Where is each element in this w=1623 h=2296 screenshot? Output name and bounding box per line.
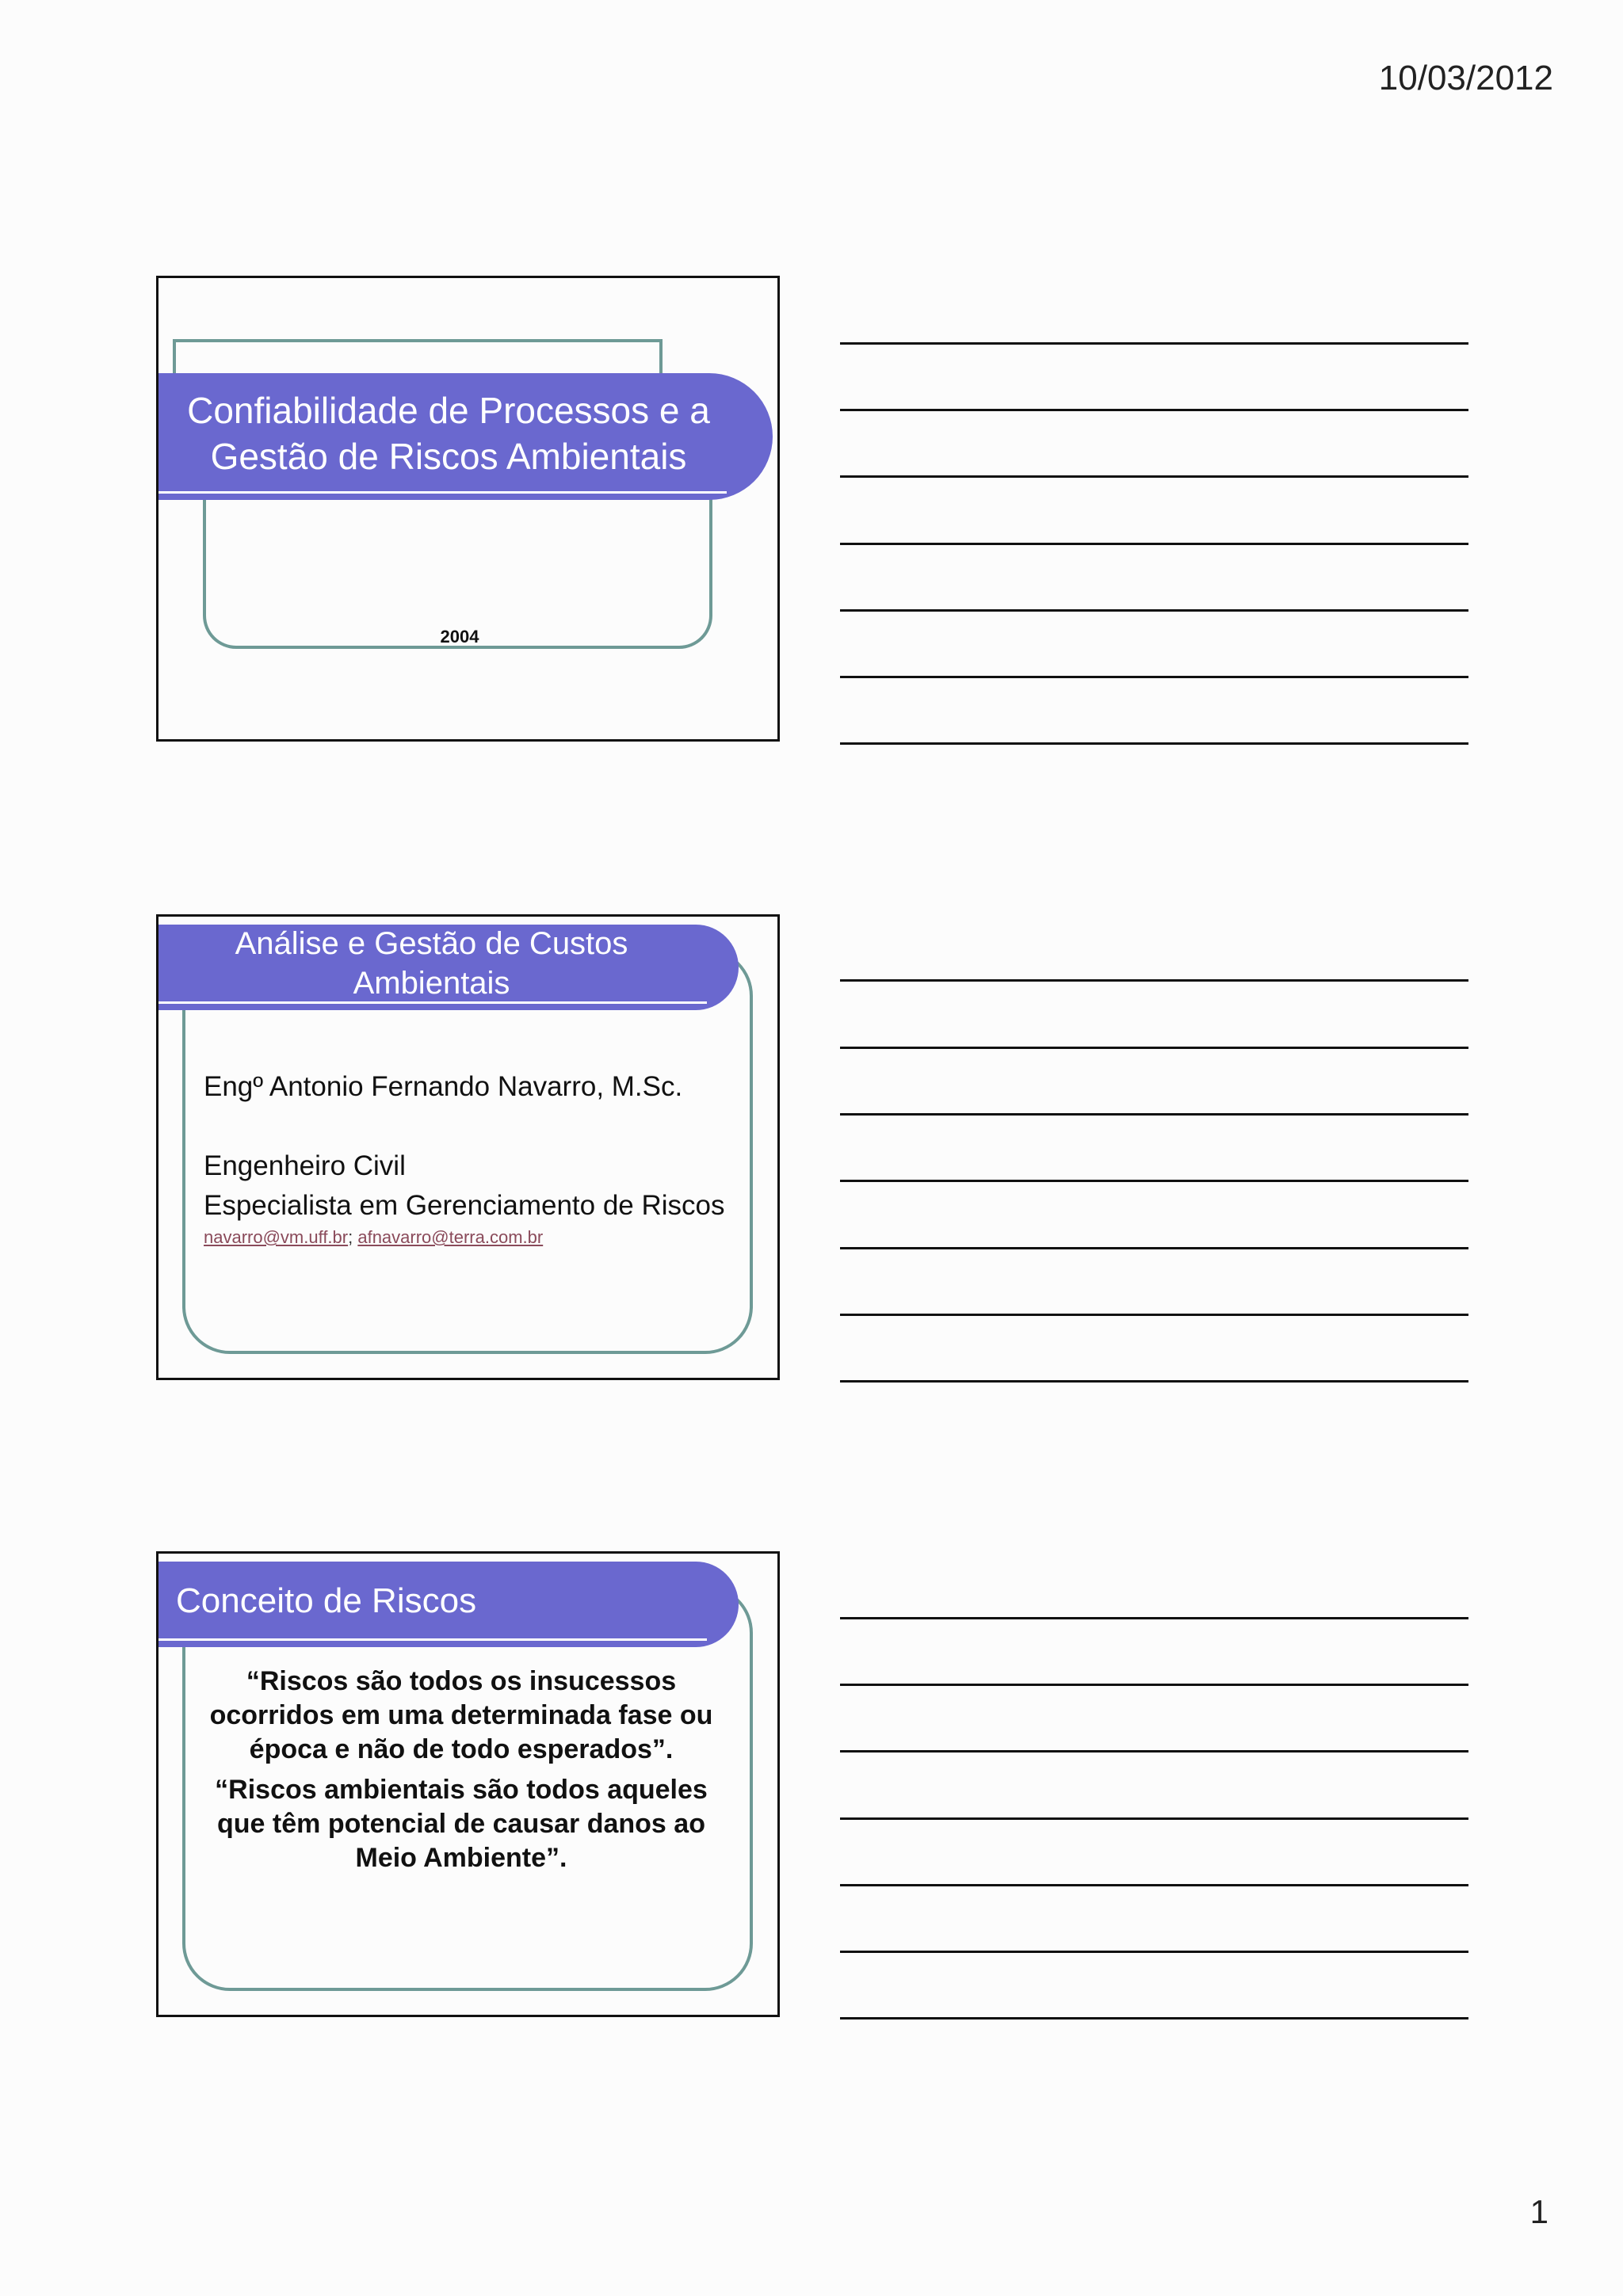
note-line <box>840 1314 1468 1316</box>
note-line <box>840 676 1468 678</box>
slide-title-banner <box>156 373 773 500</box>
note-line <box>840 742 1468 745</box>
author-emails <box>204 1226 725 1249</box>
note-line <box>840 1180 1468 1182</box>
page-number: 1 <box>1529 2193 1549 2230</box>
print-date: 10/03/2012 <box>1378 59 1553 97</box>
note-line <box>840 1817 1468 1820</box>
note-line <box>840 1750 1468 1753</box>
email-separator: ; <box>348 1227 358 1247</box>
slide-2 <box>156 914 780 1380</box>
note-line <box>840 609 1468 612</box>
slide-year: 2004 <box>440 627 479 646</box>
slide-title-banner <box>156 1562 739 1647</box>
note-line <box>840 1617 1468 1619</box>
slide-title-banner <box>156 925 739 1010</box>
slide-title: Confiabilidade de Processos e a Gestão de Riscos Ambientais <box>187 390 710 477</box>
title-underline <box>156 1001 707 1004</box>
slide-body <box>204 1067 725 1249</box>
slide-title: Conceito de Riscos <box>176 1581 477 1620</box>
author-specialty: Especialista em Gerenciamento de Riscos <box>204 1190 725 1221</box>
email-link-1[interactable]: navarro@vm.uff.br <box>204 1227 349 1247</box>
note-line <box>840 2017 1468 2019</box>
author-name: Engº Antonio Fernando Navarro, M.Sc. <box>204 1071 683 1102</box>
note-line <box>840 1047 1468 1049</box>
quote-2: “Riscos ambientais são todos aqueles que têm potencial de causar danos ao Meio Ambiente”. <box>215 1775 708 1873</box>
title-underline <box>156 491 727 494</box>
note-line <box>840 475 1468 478</box>
note-line <box>840 543 1468 545</box>
slide-body <box>204 1665 719 1882</box>
slide-1 <box>156 276 780 742</box>
slide-3 <box>156 1551 780 2017</box>
author-role: Engenheiro Civil <box>204 1150 406 1181</box>
note-line <box>840 1380 1468 1383</box>
title-underline <box>156 1638 707 1641</box>
note-line <box>840 979 1468 982</box>
note-line <box>840 1884 1468 1886</box>
slide-title: Análise e Gestão de Custos Ambientais <box>235 926 628 1001</box>
email-link-2[interactable]: afnavarro@terra.com.br <box>357 1227 544 1247</box>
note-line <box>840 1684 1468 1686</box>
note-line <box>840 1113 1468 1116</box>
quote-1: “Riscos são todos os insucessos ocorridos em uma determinada fase ou época e não de todo esperados”. <box>209 1666 713 1764</box>
note-line <box>840 1951 1468 1953</box>
note-line <box>840 1247 1468 1249</box>
note-line <box>840 409 1468 411</box>
note-line <box>840 342 1468 345</box>
